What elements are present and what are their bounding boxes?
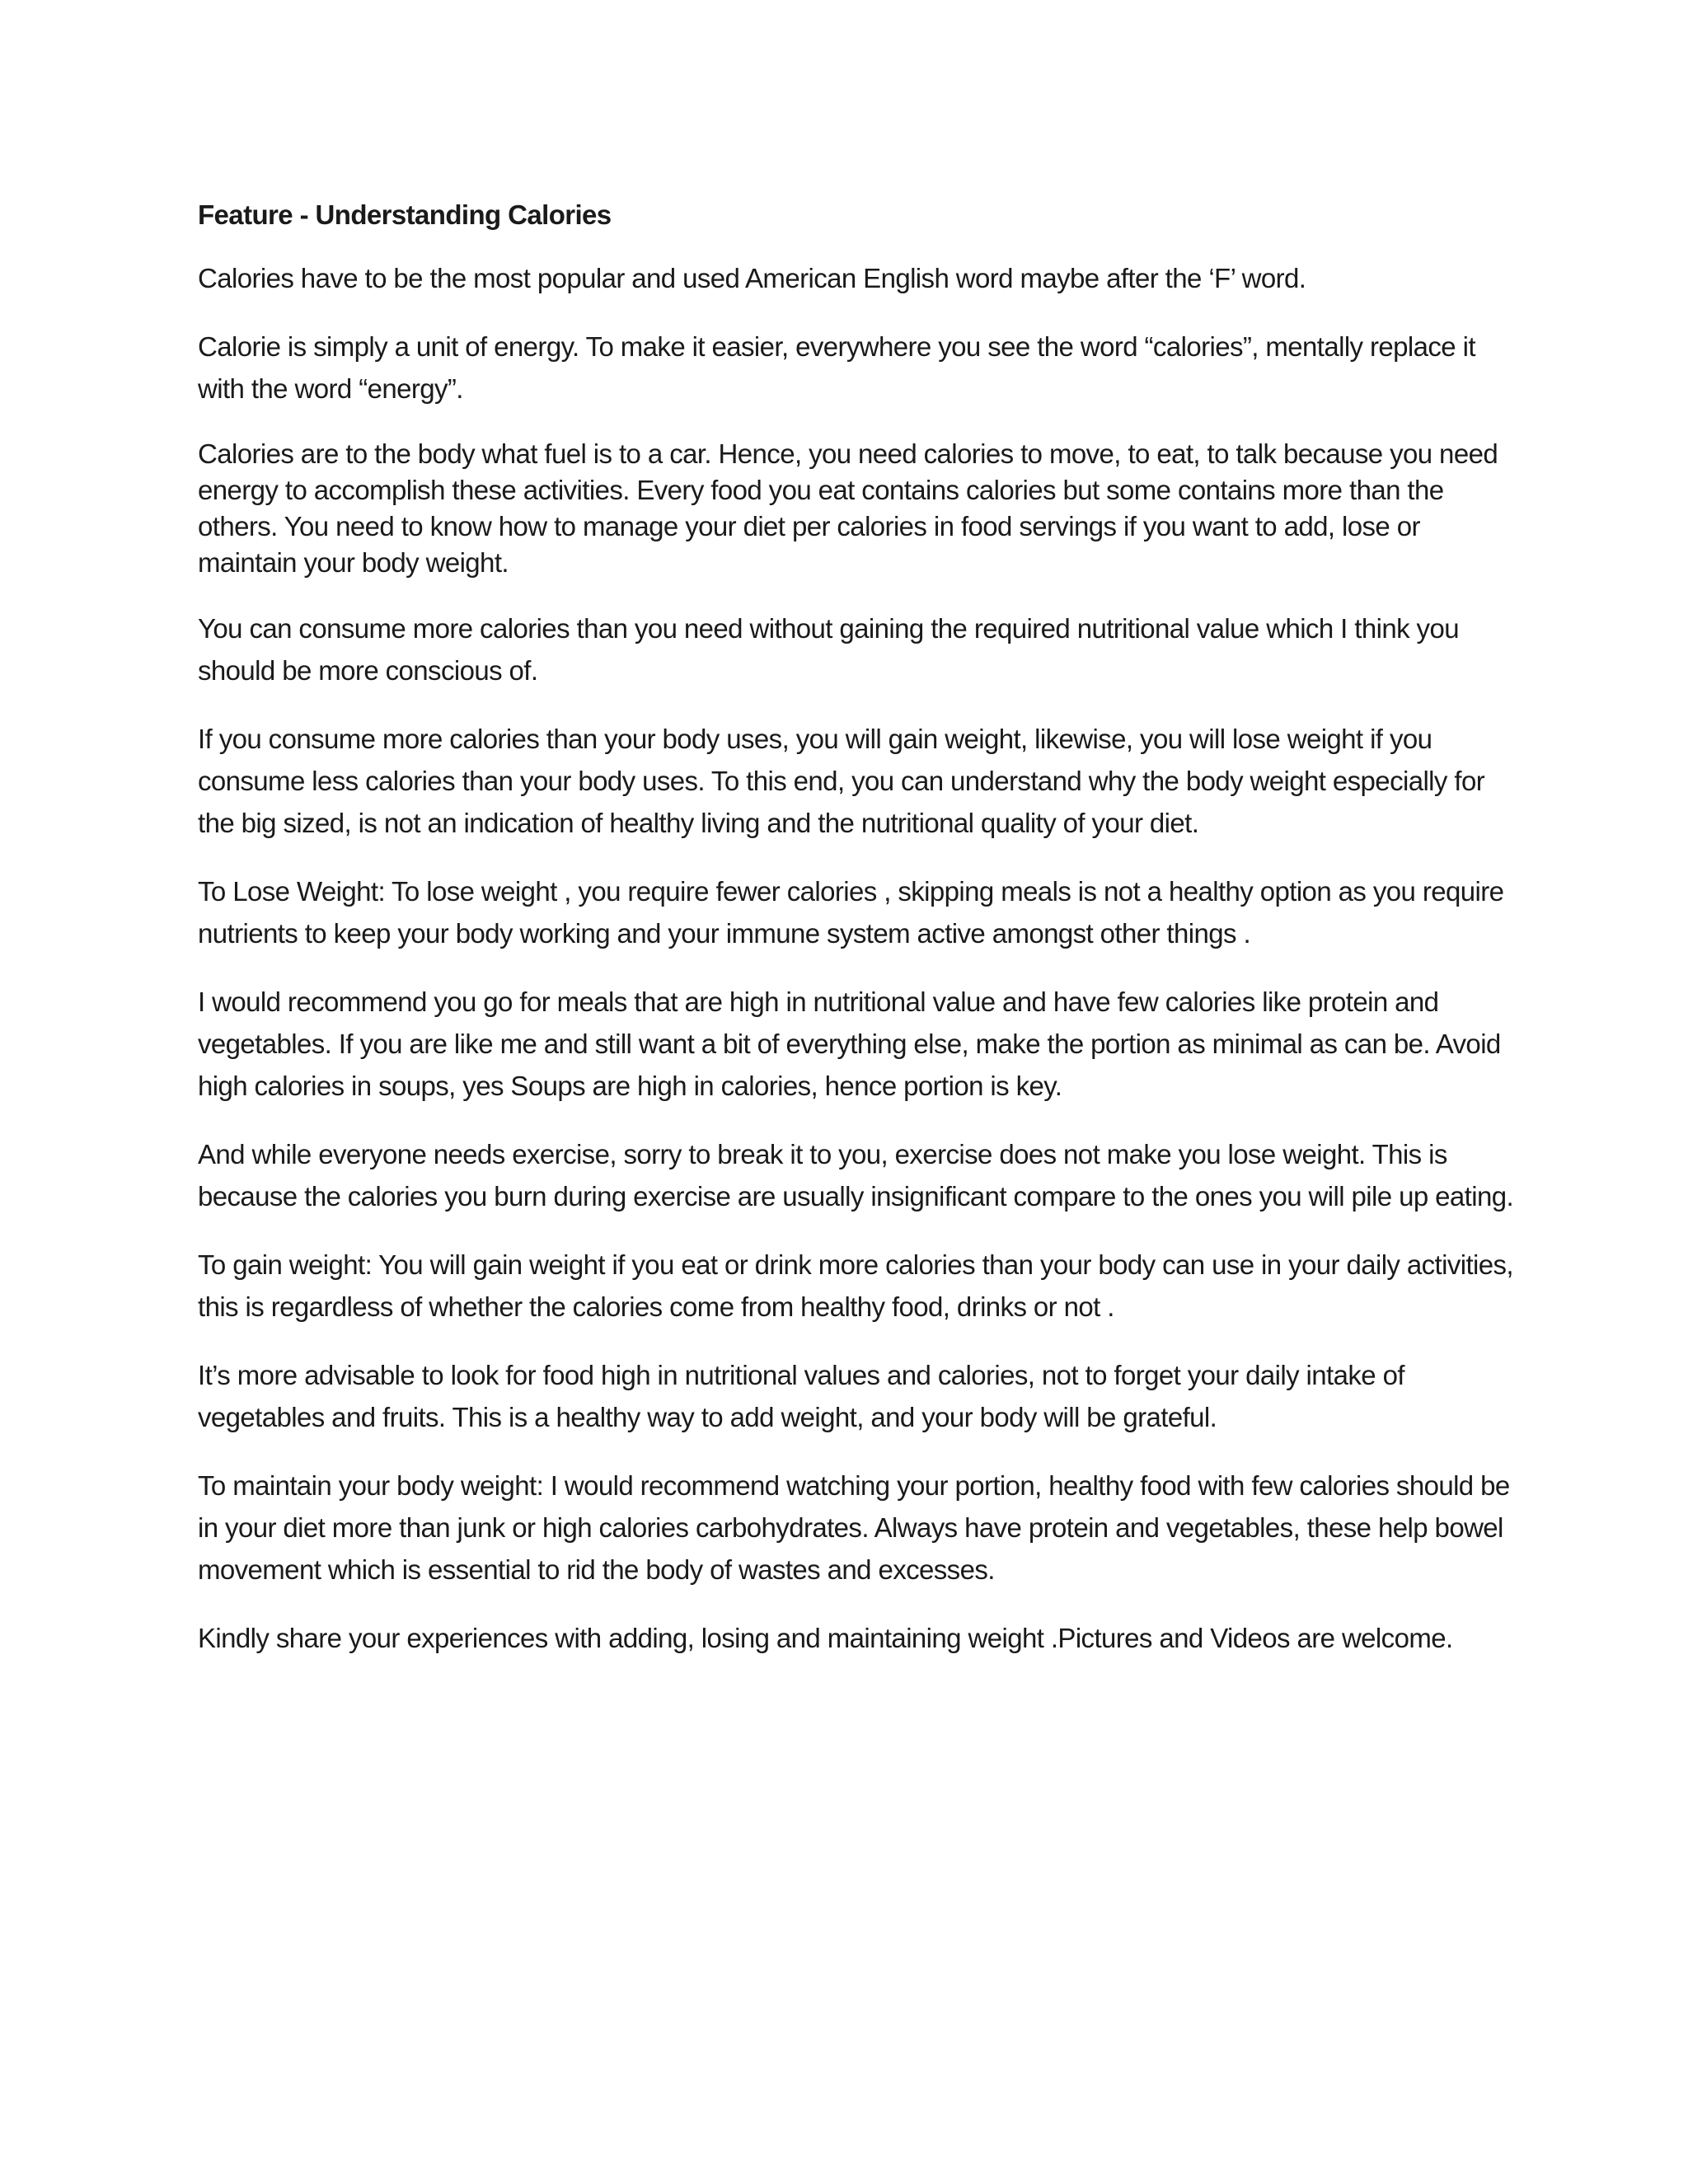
paragraph-gain-lose: If you consume more calories than your body uses, you will gain weight, likewise, you will lose weight if you consume less calories than your body uses. To this end, you can understand why the body weight especially for the big sized, is not an indication of healthy living and the nutritional quality of your diet. [198, 724, 1485, 838]
paragraph-gain-weight: To gain weight: You will gain weight if you eat or drink more calories than your body can use in your daily activities, this is regardless of whether the calories come from healthy food, drinks or not . [198, 1249, 1514, 1322]
paragraph-recommend-meals: I would recommend you go for meals that are high in nutritional value and have few calories like protein and vegetables. If you are like me and still want a bit of everything else, make the portion as minimal as can be. Avoid high calories in soups, yes Soups are high in calories, hence portion is key. [198, 987, 1501, 1101]
paragraph-intro: Calories have to be the most popular and used American English word maybe after the ‘F’ word. [198, 263, 1306, 293]
paragraph-exercise: And while everyone needs exercise, sorry to break it to you, exercise does not make you lose weight. This is because the calories you burn during exercise are usually insignificant compare to the ones you will pile up eating. [198, 1139, 1514, 1212]
document-body [198, 194, 1517, 1685]
paragraph-nutritional-value: You can consume more calories than you need without gaining the required nutritional value which I think you should be more conscious of. [198, 613, 1459, 686]
paragraph-lose-weight: To Lose Weight: To lose weight , you require fewer calories , skipping meals is not a healthy option as you require nutrients to keep your body working and your immune system active amongst other things . [198, 876, 1504, 949]
paragraph-maintain-weight: To maintain your body weight: I would recommend watching your portion, healthy food with few calories should be in your diet more than junk or high calories carbohydrates. Always have protein and vegetables, these help bowel movement which is essential to rid the body of wastes and excesses. [198, 1470, 1510, 1585]
paragraph-share: Kindly share your experiences with adding, losing and maintaining weight .Pictures and Videos are welcome. [198, 1623, 1453, 1653]
document-title: Feature - Understanding Calories [198, 199, 612, 230]
paragraph-fuel-analogy: Calories are to the body what fuel is to a car. Hence, you need calories to move, to eat, to talk because you need energy to accomplish these activities. Every food you eat contains calories but some contains more than the others. You need to know how to manage your diet per calories in food servings if you want to add, lose or maintain your body weight. [198, 438, 1498, 578]
paragraph-advisable: It’s more advisable to look for food high in nutritional values and calories, not to forget your daily intake of vegetables and fruits. This is a healthy way to add weight, and your body will be grateful. [198, 1360, 1404, 1432]
paragraph-definition: Calorie is simply a unit of energy. To make it easier, everywhere you see the word “calories”, mentally replace it with the word “energy”. [198, 331, 1475, 404]
